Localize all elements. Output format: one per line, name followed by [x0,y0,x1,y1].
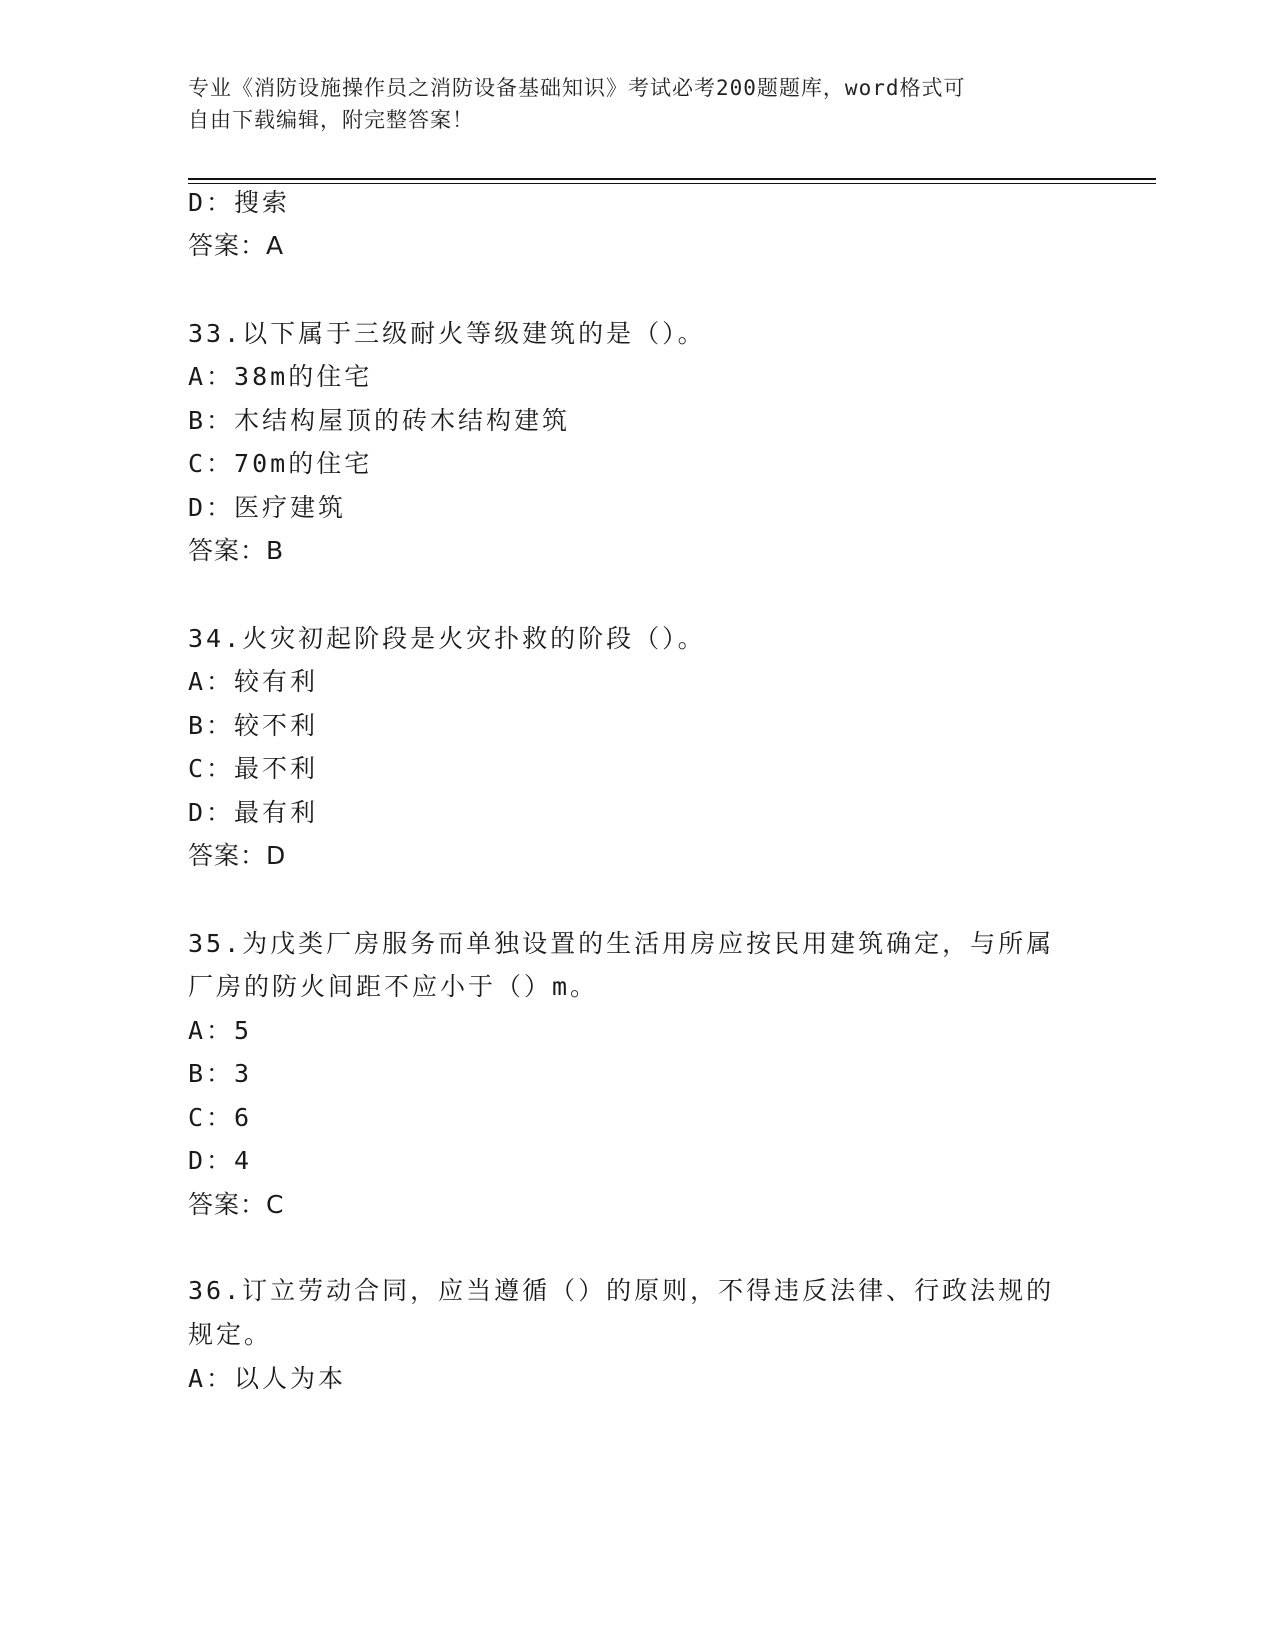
document-header [188,72,1088,136]
q35-option-d: D：4 [188,1146,253,1175]
q35-stem-line-2: 厂房的防火间距不应小于（）m。 [188,972,599,1001]
header-divider-thin [188,183,1156,184]
q35-stem-line-1: 35.为戊类厂房服务而单独设置的生活用房应按民用建筑确定，与所属 [188,929,1055,958]
q36-stem-line-2: 规定。 [188,1320,273,1349]
q33-answer: 答案：B [188,536,285,565]
q33-option-b: B：木结构屋顶的砖木结构建筑 [188,406,571,435]
q35-answer: 答案：C [188,1190,285,1219]
q33-stem: 33.以下属于三级耐火等级建筑的是（）。 [188,319,706,348]
header-line-1: 专业《消防设施操作员之消防设备基础知识》考试必考200题题库，word格式可 [188,76,966,100]
q35-option-b: B：3 [188,1059,253,1088]
prev-answer: 答案：A [188,231,285,260]
q34-option-c: C：最不利 [188,754,319,783]
q33-option-d: D：医疗建筑 [188,493,347,522]
prev-option-d: D：搜索 [188,188,291,217]
q34-option-d: D：最有利 [188,798,319,827]
q36-option-a: A：以人为本 [188,1364,347,1393]
q34-stem: 34.火灾初起阶段是火灾扑救的阶段（）。 [188,624,706,653]
q33-option-a: A：38m的住宅 [188,362,373,391]
q34-answer: 答案：D [188,841,287,870]
q33-option-c: C：70m的住宅 [188,449,373,478]
q35-option-c: C：6 [188,1103,253,1132]
header-divider-thick [188,178,1156,180]
q36-stem-line-1: 36.订立劳动合同，应当遵循（）的原则，不得违反法律、行政法规的 [188,1276,1055,1305]
q34-option-a: A：较有利 [188,667,319,696]
q34-option-b: B：较不利 [188,711,319,740]
q35-option-a: A：5 [188,1016,253,1045]
header-line-2: 自由下载编辑，附完整答案！ [188,108,474,132]
